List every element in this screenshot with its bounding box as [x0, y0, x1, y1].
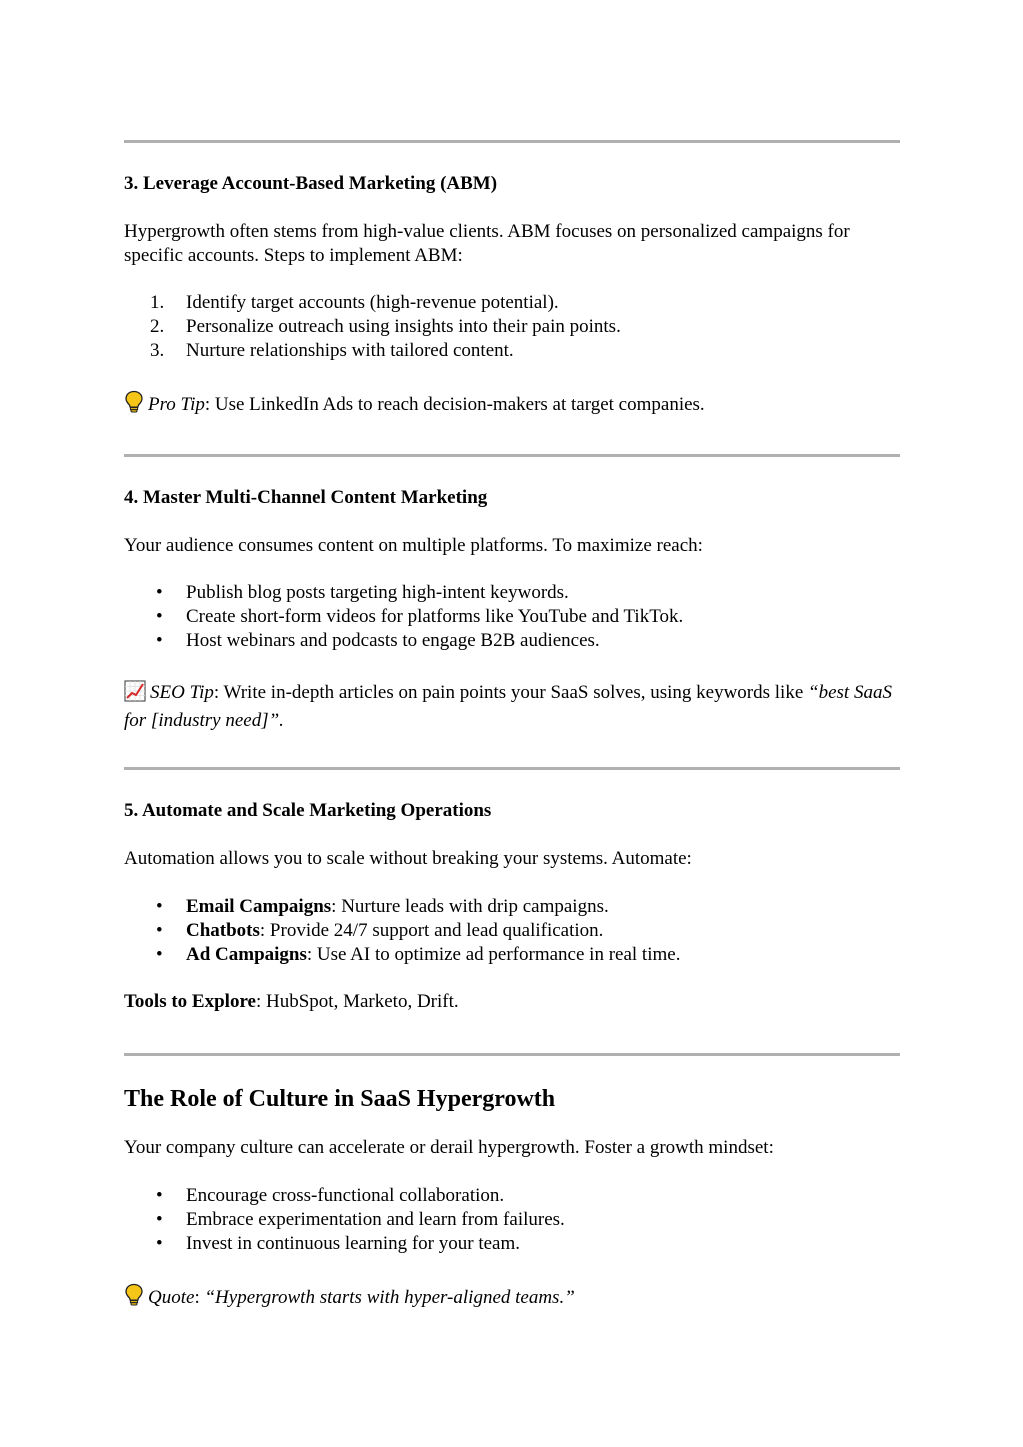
bullet: • [156, 944, 163, 965]
bullet: • [156, 582, 163, 603]
list-item [124, 315, 900, 339]
seo-tip [124, 680, 900, 733]
seo-tip-label: SEO Tip [150, 682, 214, 703]
tools-line [124, 990, 900, 1014]
pro-tip [124, 390, 900, 421]
lightbulb-icon [124, 1283, 144, 1314]
list-item [124, 895, 900, 919]
content-marketing-list [124, 581, 900, 653]
section-heading-content-marketing: 4. Master Multi-Channel Content Marketing [124, 487, 488, 508]
item-label: Ad Campaigns [186, 944, 307, 965]
list-item-text: : Provide 24/7 support and lead qualification. [259, 920, 604, 941]
horizontal-rule [124, 1053, 900, 1056]
list-item-text: : Use AI to optimize ad performance in real time. [306, 944, 681, 965]
list-item [124, 943, 900, 967]
list-item [124, 291, 900, 315]
bullet: • [156, 1185, 163, 1206]
list-item [124, 605, 900, 629]
list-item [124, 1232, 900, 1256]
bullet: • [156, 1209, 163, 1230]
list-item-text: Personalize outreach using insights into their pain points. [186, 316, 621, 337]
section-heading-automation: 5. Automate and Scale Marketing Operations [124, 800, 492, 821]
quote-separator: : [194, 1287, 205, 1308]
section-intro-content-marketing: Your audience consumes content on multiple platforms. To maximize reach: [124, 535, 703, 556]
horizontal-rule [124, 140, 900, 143]
list-item [124, 339, 900, 363]
section-intro-abm: Hypergrowth often stems from high-value clients. ABM focuses on personalized campaigns for specific accounts. Steps to implement ABM: [124, 221, 850, 266]
automation-list [124, 895, 900, 967]
seo-tip-text: : Write in-depth articles on pain points your SaaS solves, using keywords like [213, 682, 809, 703]
list-item [124, 1184, 900, 1208]
list-item [124, 919, 900, 943]
horizontal-rule [124, 454, 900, 457]
pro-tip-label: Pro Tip [148, 394, 205, 415]
list-item-text: : Nurture leads with drip campaigns. [331, 896, 609, 917]
quote-label: Quote [148, 1287, 195, 1308]
list-item-text: Host webinars and podcasts to engage B2B audiences. [186, 630, 600, 651]
list-number: 2. [150, 316, 165, 337]
list-item-text: Create short-form videos for platforms like YouTube and TikTok. [186, 606, 684, 627]
culture-quote [124, 1283, 900, 1314]
tools-label: Tools to Explore [124, 991, 256, 1012]
pro-tip-text: : Use LinkedIn Ads to reach decision-makers at target companies. [204, 394, 705, 415]
bullet: • [156, 920, 163, 941]
culture-intro: Your company culture can accelerate or derail hypergrowth. Foster a growth mindset: [124, 1137, 774, 1158]
list-item-text: Embrace experimentation and learn from failures. [186, 1209, 565, 1230]
list-item-text: Invest in continuous learning for your team. [186, 1233, 521, 1254]
list-item-text: Identify target accounts (high-revenue potential). [186, 292, 559, 313]
quote-text: “Hypergrowth starts with hyper-aligned teams.” [204, 1287, 575, 1308]
lightbulb-icon [124, 390, 144, 421]
list-item [124, 581, 900, 605]
seo-tip-keyword: “best SaaS for [industry need]”. [124, 682, 892, 731]
bullet: • [156, 896, 163, 917]
list-item-text: Encourage cross-functional collaboration. [186, 1185, 505, 1206]
bullet: • [156, 630, 163, 651]
section-heading-abm: 3. Leverage Account-Based Marketing (ABM) [124, 173, 498, 194]
culture-list [124, 1184, 900, 1256]
culture-heading: The Role of Culture in SaaS Hypergrowth [124, 1086, 556, 1112]
bullet: • [156, 1233, 163, 1254]
list-item [124, 629, 900, 653]
list-number: 3. [150, 340, 165, 361]
tools-text: : HubSpot, Marketo, Drift. [255, 991, 459, 1012]
abm-steps-list [124, 291, 900, 363]
horizontal-rule [124, 767, 900, 770]
chart-increasing-icon [124, 680, 146, 709]
list-item [124, 1208, 900, 1232]
item-label: Chatbots [186, 920, 260, 941]
section-intro-automation: Automation allows you to scale without breaking your systems. Automate: [124, 848, 692, 869]
list-number: 1. [150, 292, 165, 313]
list-item-text: Publish blog posts targeting high-intent keywords. [186, 582, 569, 603]
item-label: Email Campaigns [186, 896, 332, 917]
list-item-text: Nurture relationships with tailored content. [186, 340, 514, 361]
bullet: • [156, 606, 163, 627]
